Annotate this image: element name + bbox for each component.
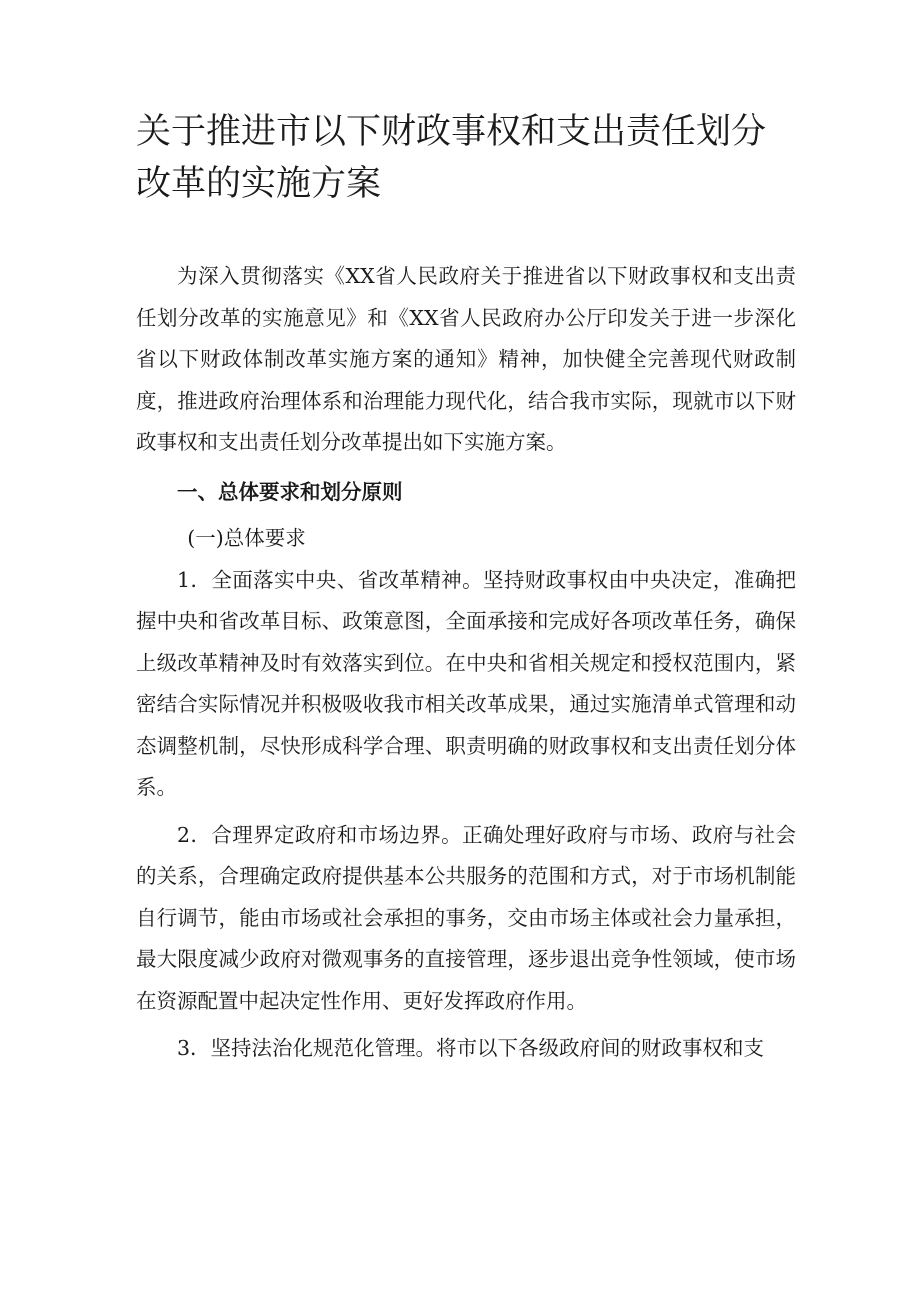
item-paragraph-3: 3．坚持法治化规范化管理。将市以下各级政府间的财政事权和支 (177, 1036, 765, 1060)
item-paragraph-1: 1．全面落实中央、省改革精神。坚持财政事权由中央决定，准确把握中央和省改革目标、政策意图，全面承接和完成好各项改革任务，确保上级改革精神及时有效落实到位。在中央和省相关规定和授权范围内，紧密结合实际情况并积极吸收我市相关改革成果，通过实施清单式管理和动态调整机制，尽快形成科学合理、职责明确的财政事权和支出责任划分体系。 (136, 567, 796, 799)
document-title: 关于推进市以下财政事权和支出责任划分改革的实施方案 (136, 112, 767, 204)
document-body (136, 256, 796, 1070)
subsection-heading-1: (一)总体要求 (187, 526, 306, 550)
item-paragraph-2: 2．合理界定政府和市场边界。正确处理好政府与市场、政府与社会的关系，合理确定政府提供基本公共服务的范围和方式，对于市场机制能自行调节，能由市场或社会承担的事务，交由市场主体或社会力量承担，最大限度减少政府对微观事务的直接管理，逐步退出竞争性领域，使市场在资源配置中起决定性作用、更好发挥政府作用。 (136, 822, 796, 1013)
intro-paragraph: 为深入贯彻落实《XX省人民政府关于推进省以下财政事权和支出责任划分改革的实施意见》和《XX省人民政府办公厅印发关于进一步深化省以下财政体制改革实施方案的通知》精神，加快健全完善现代财政制度，推进政府治理体系和治理能力现代化，结合我市实际，现就市以下财政事权和支出责任划分改革提出如下实施方案。 (136, 264, 796, 454)
section-heading-1: 一、总体要求和划分原则 (177, 479, 403, 504)
